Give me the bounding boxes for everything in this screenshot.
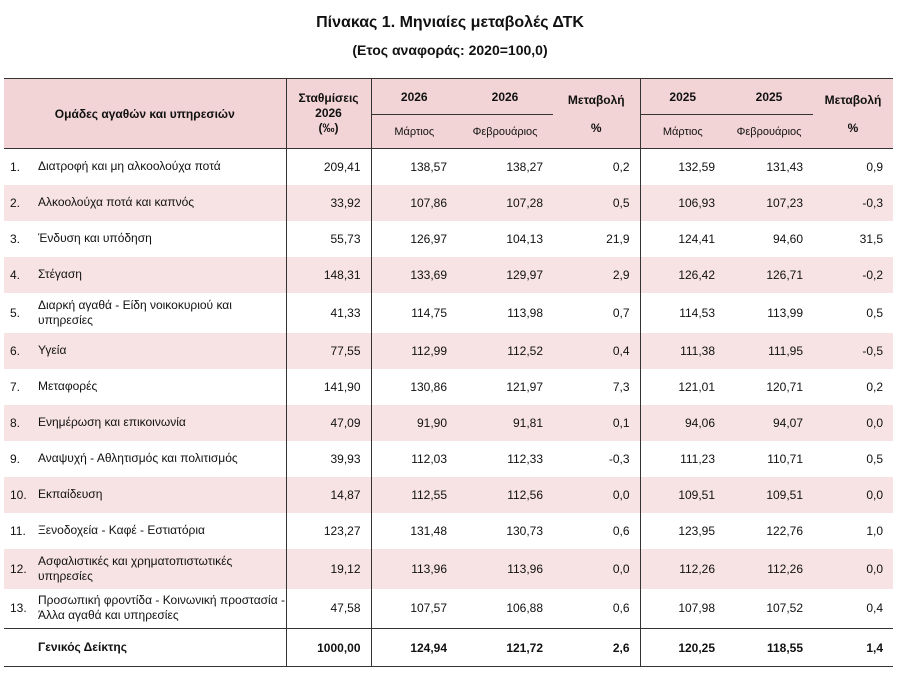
row-weight: 77,55 [286,333,371,369]
row-2025-february: 94,07 [725,405,813,441]
row-2026-february: 130,73 [457,513,553,549]
row-2026-march: 112,03 [371,441,457,477]
row-weight: 14,87 [286,477,371,513]
total-2026-march: 124,94 [371,629,457,667]
header-change-2026-label: Μεταβολή [567,92,625,107]
row-label: Αλκοολούχα ποτά και καπνός [34,185,286,221]
row-2026-march: 91,90 [371,405,457,441]
row-2026-february: 112,56 [457,477,553,513]
row-2026-march: 126,97 [371,221,457,257]
row-2026-march: 138,57 [371,149,457,185]
header-change-2025-pct: % [847,120,859,135]
table-title: Πίνακας 1. Μηνιαίες μεταβολές ΔΤΚ [316,14,584,31]
row-2025-march: 121,01 [640,369,725,405]
total-2026-change: 2,6 [553,629,640,667]
row-2026-february: 112,52 [457,333,553,369]
row-2026-change: 21,9 [553,221,640,257]
table-row [4,149,893,185]
row-2025-february: 110,71 [725,441,813,477]
row-2026-change: 0,6 [553,589,640,629]
row-2026-change: 0,7 [553,293,640,333]
row-label: Διατροφή και μη αλκοολούχα ποτά [34,149,286,185]
row-label: Προσωπική φροντίδα - Κοινωνική προστασία - Άλλα αγαθά και υπηρεσίες [34,589,286,629]
table-row [4,369,893,405]
total-2025-march: 120,25 [640,629,725,667]
row-2025-change: 0,0 [813,405,893,441]
row-2026-march: 112,99 [371,333,457,369]
header-change-2025 [813,79,893,149]
row-2025-march: 112,26 [640,549,725,589]
table-row [4,293,893,333]
row-2025-march: 94,06 [640,405,725,441]
row-number: 13. [4,589,34,629]
row-2025-change: 0,2 [813,369,893,405]
row-2025-february: 107,52 [725,589,813,629]
row-weight: 209,41 [286,149,371,185]
row-2026-february: 104,13 [457,221,553,257]
row-2026-february: 121,97 [457,369,553,405]
row-2025-change: 0,4 [813,589,893,629]
row-2025-march: 132,59 [640,149,725,185]
header-month-2025-march: Μάρτιος [640,115,725,149]
header-month-2025-february: Φεβρουάριος [725,115,813,149]
row-2026-change: 0,0 [553,549,640,589]
row-2025-february: 126,71 [725,257,813,293]
row-label: Μεταφορές [34,369,286,405]
row-weight: 33,92 [286,185,371,221]
row-2026-february: 129,97 [457,257,553,293]
row-2025-march: 111,38 [640,333,725,369]
row-number: 7. [4,369,34,405]
header-change-2026-pct: % [590,120,602,135]
header-weights-line3: (‰) [318,121,339,135]
row-number: 11. [4,513,34,549]
row-2026-change: 2,9 [553,257,640,293]
row-label: Στέγαση [34,257,286,293]
row-2025-change: 1,0 [813,513,893,549]
table-subtitle: (Ετος αναφοράς: 2020=100,0) [352,42,548,58]
table-row [4,477,893,513]
row-2026-february: 107,28 [457,185,553,221]
row-weight: 41,33 [286,293,371,333]
total-2025-change: 1,4 [813,629,893,667]
row-2025-february: 113,99 [725,293,813,333]
row-2025-february: 131,43 [725,149,813,185]
row-2026-march: 130,86 [371,369,457,405]
row-weight: 19,12 [286,549,371,589]
row-2025-change: 0,0 [813,477,893,513]
row-2026-change: 0,1 [553,405,640,441]
row-number: 5. [4,293,34,333]
row-2025-march: 107,98 [640,589,725,629]
header-weights-line2: 2026 [315,106,342,120]
row-2026-february: 106,88 [457,589,553,629]
total-label: Γενικός Δείκτης [34,629,286,667]
header-year-2025-february: 2025 [725,79,813,115]
row-2025-change: 0,5 [813,293,893,333]
table-row [4,257,893,293]
row-2025-change: -0,2 [813,257,893,293]
row-label: Ξενοδοχεία - Καφέ - Εστιατόρια [34,513,286,549]
row-label: Υγεία [34,333,286,369]
row-2026-change: 0,6 [553,513,640,549]
row-2026-march: 113,96 [371,549,457,589]
row-weight: 39,93 [286,441,371,477]
table-row [4,333,893,369]
header-year-2025-march: 2025 [640,79,725,115]
row-2025-march: 124,41 [640,221,725,257]
row-number: 12. [4,549,34,589]
table-row [4,589,893,629]
row-2025-february: 94,60 [725,221,813,257]
header-month-2026-february: Φεβρουάριος [457,115,553,149]
row-2025-february: 112,26 [725,549,813,589]
header-change-2025-label: Μεταβολή [824,92,882,107]
row-2026-change: 0,4 [553,333,640,369]
row-weight: 148,31 [286,257,371,293]
row-weight: 47,58 [286,589,371,629]
row-number: 6. [4,333,34,369]
table-row [4,221,893,257]
row-weight: 47,09 [286,405,371,441]
row-weight: 55,73 [286,221,371,257]
row-number: 10. [4,477,34,513]
row-2026-march: 131,48 [371,513,457,549]
row-weight: 141,90 [286,369,371,405]
row-2026-february: 91,81 [457,405,553,441]
row-number: 3. [4,221,34,257]
row-2025-change: 0,5 [813,441,893,477]
row-2026-february: 113,98 [457,293,553,333]
row-2026-february: 112,33 [457,441,553,477]
row-2025-change: 0,9 [813,149,893,185]
row-2025-march: 109,51 [640,477,725,513]
header-year-2026-march: 2026 [371,79,457,115]
row-2026-february: 113,96 [457,549,553,589]
row-2025-march: 123,95 [640,513,725,549]
header-groups: Ομάδες αγαθών και υπηρεσιών [4,79,286,149]
header-weights [286,79,371,149]
row-2025-february: 107,23 [725,185,813,221]
row-2026-march: 107,86 [371,185,457,221]
row-2025-march: 106,93 [640,185,725,221]
row-2026-change: 0,0 [553,477,640,513]
row-2025-march: 114,53 [640,293,725,333]
header-month-2026-march: Μάρτιος [371,115,457,149]
row-number: 8. [4,405,34,441]
cpi-table [4,78,893,667]
row-number: 9. [4,441,34,477]
row-label: Ένδυση και υπόδηση [34,221,286,257]
header-weights-line1: Σταθμίσεις [298,91,359,105]
row-2026-march: 114,75 [371,293,457,333]
row-2026-march: 107,57 [371,589,457,629]
row-number: 1. [4,149,34,185]
header-change-2026 [553,79,640,149]
table-row [4,405,893,441]
total-row [4,629,893,667]
row-2025-february: 122,76 [725,513,813,549]
row-2025-march: 111,23 [640,441,725,477]
row-2025-march: 126,42 [640,257,725,293]
row-label: Εκπαίδευση [34,477,286,513]
row-2026-change: -0,3 [553,441,640,477]
row-2025-change: 0,0 [813,549,893,589]
total-2026-february: 121,72 [457,629,553,667]
table-row [4,185,893,221]
row-2026-change: 0,5 [553,185,640,221]
row-2026-change: 0,2 [553,149,640,185]
total-weight: 1000,00 [286,629,371,667]
row-2025-change: -0,3 [813,185,893,221]
row-2025-february: 111,95 [725,333,813,369]
table-row [4,441,893,477]
row-label: Ασφαλιστικές και χρηματοπιστωτικές υπηρεσίες [34,549,286,589]
table-row [4,549,893,589]
row-weight: 123,27 [286,513,371,549]
row-2025-february: 120,71 [725,369,813,405]
row-number: 4. [4,257,34,293]
row-label: Διαρκή αγαθά - Είδη νοικοκυριού και υπηρεσίες [34,293,286,333]
row-2026-march: 112,55 [371,477,457,513]
row-2026-march: 133,69 [371,257,457,293]
table-row [4,513,893,549]
row-2025-february: 109,51 [725,477,813,513]
row-number: 2. [4,185,34,221]
row-2025-change: 31,5 [813,221,893,257]
row-2026-change: 7,3 [553,369,640,405]
header-year-2026-february: 2026 [457,79,553,115]
total-2025-february: 118,55 [725,629,813,667]
row-2026-february: 138,27 [457,149,553,185]
row-2025-change: -0,5 [813,333,893,369]
row-label: Αναψυχή - Αθλητισμός και πολιτισμός [34,441,286,477]
row-label: Ενημέρωση και επικοινωνία [34,405,286,441]
